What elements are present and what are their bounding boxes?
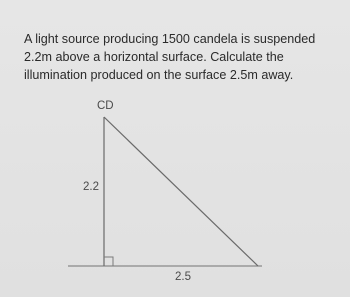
height-label: 2.2 <box>83 181 99 193</box>
right-angle-marker <box>104 257 113 266</box>
hypotenuse <box>104 117 258 266</box>
top-label: CD <box>97 100 114 112</box>
base-label: 2.5 <box>175 271 191 283</box>
question-text: A light source producing 1500 candela is suspended 2.2m above a horizontal surface. Calculate the illumination produced on the surface 2.5m away. <box>24 32 316 82</box>
